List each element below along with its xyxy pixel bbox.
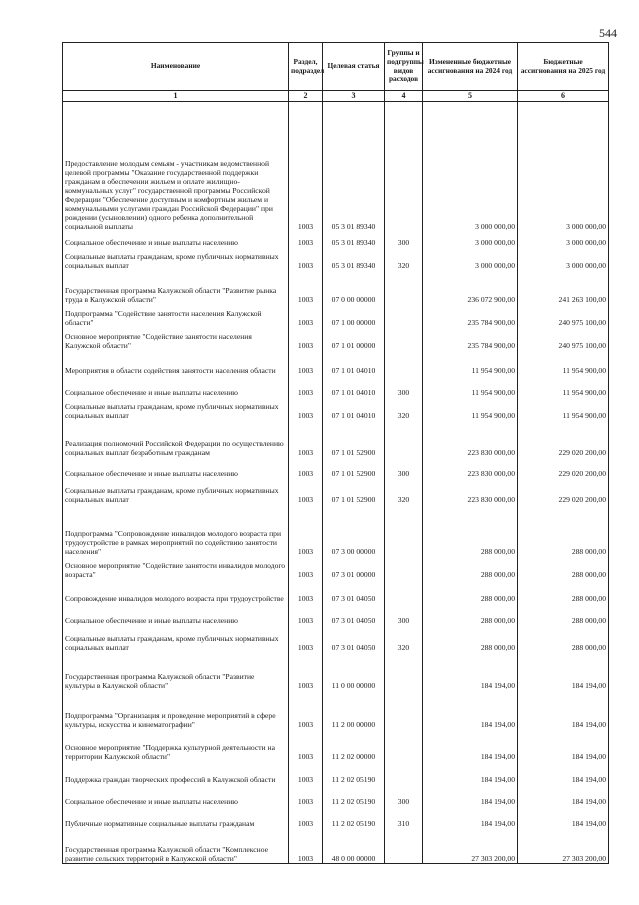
table-row (63, 376, 609, 398)
cell-name: Мероприятия в области содействия занятости населения области (63, 351, 289, 376)
cell-name: Основное мероприятие "Поддержка культурной деятельности на территории Калужской области" (63, 730, 289, 762)
cell-amount-2025: 184 194,00 (518, 785, 609, 807)
cell-target-article: 11 2 02 05190 (323, 807, 385, 829)
cell-amount-2024: 184 194,00 (423, 653, 518, 691)
cell-amount-2025: 240 975 100,00 (518, 328, 609, 351)
cell-name: Основное мероприятие "Содействие занятости инвалидов молодого возраста" (63, 557, 289, 580)
cell-name: Государственная программа Калужской области "Развитие культуры в Калужской области" (63, 653, 289, 691)
cell-amount-2025: 288 000,00 (518, 505, 609, 557)
cell-name: Социальные выплаты гражданам, кроме публичных нормативных социальных выплат (63, 398, 289, 421)
table-row (63, 653, 609, 691)
table-row (63, 305, 609, 328)
cell-section: 1003 (289, 762, 323, 785)
cell-amount-2024: 288 000,00 (423, 626, 518, 653)
column-number: 4 (385, 91, 423, 102)
table-row (63, 762, 609, 785)
cell-section: 1003 (289, 376, 323, 398)
cell-target-article: 07 0 00 00000 (323, 271, 385, 305)
table-row (63, 398, 609, 421)
cell-name: Социальное обеспечение и иные выплаты населению (63, 376, 289, 398)
cell-amount-2025: 241 263 100,00 (518, 271, 609, 305)
cell-section: 1003 (289, 458, 323, 479)
table-row (63, 580, 609, 604)
table-row (63, 829, 609, 864)
cell-amount-2025: 229 020 200,00 (518, 421, 609, 458)
table-row (63, 730, 609, 762)
cell-target-article: 07 1 01 04010 (323, 376, 385, 398)
cell-expense-group: 300 (385, 376, 423, 398)
cell-name: Предоставление молодым семьям - участникам ведомственной целевой программы "Оказание государственной поддержки гражданам в обеспечении жильем и оплате жилищно-коммунальных услуг" государственной программы Российской Федерации "Обеспечение доступным и комфортным жильем и коммунальными услугами граждан Российской Федерации" при рождении (усыновлении) одного ребенка дополнительной социальной выплаты (63, 102, 289, 232)
cell-amount-2024: 288 000,00 (423, 604, 518, 626)
cell-amount-2024: 288 000,00 (423, 580, 518, 604)
cell-target-article: 11 2 00 00000 (323, 691, 385, 730)
cell-section: 1003 (289, 730, 323, 762)
cell-amount-2025: 229 020 200,00 (518, 479, 609, 505)
cell-expense-group: 300 (385, 604, 423, 626)
cell-target-article: 07 1 01 04010 (323, 398, 385, 421)
cell-section: 1003 (289, 232, 323, 248)
budget-table (62, 42, 609, 864)
cell-amount-2024: 3 000 000,00 (423, 232, 518, 248)
cell-amount-2025: 184 194,00 (518, 653, 609, 691)
cell-expense-group (385, 102, 423, 232)
cell-expense-group (385, 505, 423, 557)
cell-section: 1003 (289, 807, 323, 829)
cell-section: 1003 (289, 557, 323, 580)
cell-section: 1003 (289, 580, 323, 604)
cell-expense-group: 320 (385, 398, 423, 421)
cell-target-article: 07 3 01 04050 (323, 626, 385, 653)
cell-amount-2025: 27 303 200,00 (518, 829, 609, 864)
cell-section: 1003 (289, 604, 323, 626)
cell-amount-2024: 184 194,00 (423, 762, 518, 785)
cell-expense-group (385, 351, 423, 376)
cell-amount-2024: 3 000 000,00 (423, 102, 518, 232)
cell-expense-group: 320 (385, 479, 423, 505)
column-number: 6 (518, 91, 609, 102)
cell-amount-2024: 288 000,00 (423, 505, 518, 557)
cell-expense-group: 320 (385, 248, 423, 271)
table-row (63, 604, 609, 626)
cell-amount-2025: 184 194,00 (518, 691, 609, 730)
cell-amount-2025: 11 954 900,00 (518, 376, 609, 398)
cell-amount-2024: 223 830 000,00 (423, 421, 518, 458)
cell-name: Социальное обеспечение и иные выплаты населению (63, 785, 289, 807)
cell-expense-group: 300 (385, 785, 423, 807)
cell-amount-2025: 184 194,00 (518, 762, 609, 785)
cell-target-article: 07 1 01 52900 (323, 421, 385, 458)
table-row (63, 328, 609, 351)
cell-target-article: 07 3 01 00000 (323, 557, 385, 580)
table-row (63, 505, 609, 557)
cell-target-article: 05 3 01 89340 (323, 102, 385, 232)
header-section: Раздел, подраздел (289, 43, 323, 91)
cell-amount-2025: 288 000,00 (518, 604, 609, 626)
cell-expense-group: 300 (385, 458, 423, 479)
cell-expense-group: 310 (385, 807, 423, 829)
cell-target-article: 05 3 01 89340 (323, 232, 385, 248)
cell-amount-2024: 235 784 900,00 (423, 305, 518, 328)
cell-name: Реализация полномочий Российской Федерации по осуществлению социальных выплат безработным гражданам (63, 421, 289, 458)
cell-amount-2024: 235 784 900,00 (423, 328, 518, 351)
header-budget-2025: Бюджетные ассигнования на 2025 год (518, 43, 609, 91)
cell-name: Социальные выплаты гражданам, кроме публичных нормативных социальных выплат (63, 248, 289, 271)
cell-amount-2024: 11 954 900,00 (423, 351, 518, 376)
table-row (63, 626, 609, 653)
cell-target-article: 07 1 01 00000 (323, 328, 385, 351)
cell-target-article: 11 0 00 00000 (323, 653, 385, 691)
cell-amount-2025: 184 194,00 (518, 807, 609, 829)
cell-name: Публичные нормативные социальные выплаты гражданам (63, 807, 289, 829)
cell-amount-2024: 3 000 000,00 (423, 248, 518, 271)
cell-amount-2025: 3 000 000,00 (518, 102, 609, 232)
cell-name: Поддержка граждан творческих профессий в Калужской области (63, 762, 289, 785)
cell-amount-2025: 184 194,00 (518, 730, 609, 762)
cell-section: 1003 (289, 421, 323, 458)
cell-section: 1003 (289, 271, 323, 305)
cell-name: Государственная программа Калужской области "Комплексное развитие сельских территорий в Калужской области" (63, 829, 289, 864)
column-number: 1 (63, 91, 289, 102)
cell-target-article: 07 3 01 04050 (323, 604, 385, 626)
cell-amount-2025: 3 000 000,00 (518, 248, 609, 271)
table-row (63, 271, 609, 305)
cell-expense-group: 300 (385, 232, 423, 248)
cell-section: 1003 (289, 102, 323, 232)
cell-amount-2025: 240 975 100,00 (518, 305, 609, 328)
cell-section: 1003 (289, 398, 323, 421)
cell-section: 1003 (289, 479, 323, 505)
cell-target-article: 07 1 00 00000 (323, 305, 385, 328)
cell-amount-2024: 288 000,00 (423, 557, 518, 580)
page-number: 544 (599, 26, 617, 40)
cell-section: 1003 (289, 626, 323, 653)
cell-target-article: 07 1 01 52900 (323, 479, 385, 505)
cell-name: Подпрограмма "Содействие занятости населения Калужской области" (63, 305, 289, 328)
cell-amount-2024: 184 194,00 (423, 785, 518, 807)
cell-expense-group: 320 (385, 626, 423, 653)
cell-amount-2024: 11 954 900,00 (423, 398, 518, 421)
cell-section: 1003 (289, 248, 323, 271)
cell-name: Социальное обеспечение и иные выплаты населению (63, 604, 289, 626)
cell-expense-group (385, 557, 423, 580)
column-number: 5 (423, 91, 518, 102)
cell-target-article: 07 1 01 04010 (323, 351, 385, 376)
cell-amount-2024: 184 194,00 (423, 691, 518, 730)
cell-expense-group (385, 580, 423, 604)
cell-expense-group (385, 691, 423, 730)
cell-name: Социальное обеспечение и иные выплаты населению (63, 458, 289, 479)
cell-section: 1003 (289, 785, 323, 807)
cell-expense-group (385, 305, 423, 328)
cell-target-article: 07 3 00 00000 (323, 505, 385, 557)
cell-amount-2024: 184 194,00 (423, 730, 518, 762)
cell-amount-2025: 11 954 900,00 (518, 398, 609, 421)
cell-amount-2025: 288 000,00 (518, 580, 609, 604)
cell-section: 1003 (289, 653, 323, 691)
cell-section: 1003 (289, 305, 323, 328)
table-row (63, 557, 609, 580)
cell-expense-group (385, 829, 423, 864)
cell-expense-group (385, 421, 423, 458)
table-row (63, 421, 609, 458)
cell-target-article: 11 2 02 05190 (323, 785, 385, 807)
cell-name: Подпрограмма "Организация и проведение мероприятий в сфере культуры, искусства и кинематографии" (63, 691, 289, 730)
table-row (63, 248, 609, 271)
cell-amount-2024: 11 954 900,00 (423, 376, 518, 398)
cell-name: Основное мероприятие "Содействие занятости населения Калужской области" (63, 328, 289, 351)
cell-expense-group (385, 730, 423, 762)
table-row (63, 785, 609, 807)
cell-expense-group (385, 762, 423, 785)
header-name: Наименование (63, 43, 289, 91)
cell-expense-group (385, 328, 423, 351)
cell-name: Социальные выплаты гражданам, кроме публичных нормативных социальных выплат (63, 479, 289, 505)
cell-target-article: 11 2 02 00000 (323, 730, 385, 762)
cell-target-article: 05 3 01 89340 (323, 248, 385, 271)
table-row (63, 102, 609, 232)
cell-amount-2024: 184 194,00 (423, 807, 518, 829)
table-row (63, 232, 609, 248)
table-row (63, 479, 609, 505)
cell-name: Сопровождение инвалидов молодого возраста при трудоустройстве (63, 580, 289, 604)
cell-name: Социальные выплаты гражданам, кроме публичных нормативных социальных выплат (63, 626, 289, 653)
header-amended-2024: Измененные бюджетные ассигнования на 2024 год (423, 43, 518, 91)
table-body (63, 102, 609, 864)
cell-amount-2024: 236 072 900,00 (423, 271, 518, 305)
cell-section: 1003 (289, 829, 323, 864)
cell-amount-2025: 288 000,00 (518, 626, 609, 653)
cell-target-article: 11 2 02 05190 (323, 762, 385, 785)
cell-amount-2024: 27 303 200,00 (423, 829, 518, 864)
cell-name: Социальное обеспечение и иные выплаты населению (63, 232, 289, 248)
column-number: 2 (289, 91, 323, 102)
cell-target-article: 07 1 01 52900 (323, 458, 385, 479)
table-header-row (63, 43, 609, 91)
cell-amount-2024: 223 830 000,00 (423, 479, 518, 505)
cell-target-article: 48 0 00 00000 (323, 829, 385, 864)
cell-target-article: 07 3 01 04050 (323, 580, 385, 604)
cell-section: 1003 (289, 328, 323, 351)
cell-amount-2025: 229 020 200,00 (518, 458, 609, 479)
table-row (63, 458, 609, 479)
cell-amount-2025: 11 954 900,00 (518, 351, 609, 376)
cell-expense-group (385, 271, 423, 305)
table-row (63, 691, 609, 730)
cell-expense-group (385, 653, 423, 691)
cell-amount-2024: 223 830 000,00 (423, 458, 518, 479)
cell-name: Подпрограмма "Сопровождение инвалидов молодого возраста при трудоустройстве в рамках мероприятий по содействию занятости населения" (63, 505, 289, 557)
cell-amount-2025: 288 000,00 (518, 557, 609, 580)
cell-section: 1003 (289, 351, 323, 376)
column-number-row (63, 91, 609, 102)
header-expense-groups: Группы и подгруппы видов расходов (385, 43, 423, 91)
table-row (63, 807, 609, 829)
cell-section: 1003 (289, 691, 323, 730)
cell-name: Государственная программа Калужской области "Развитие рынка труда в Калужской области" (63, 271, 289, 305)
cell-section: 1003 (289, 505, 323, 557)
column-number: 3 (323, 91, 385, 102)
header-target-article: Целевая статья (323, 43, 385, 91)
cell-amount-2025: 3 000 000,00 (518, 232, 609, 248)
table-row (63, 351, 609, 376)
